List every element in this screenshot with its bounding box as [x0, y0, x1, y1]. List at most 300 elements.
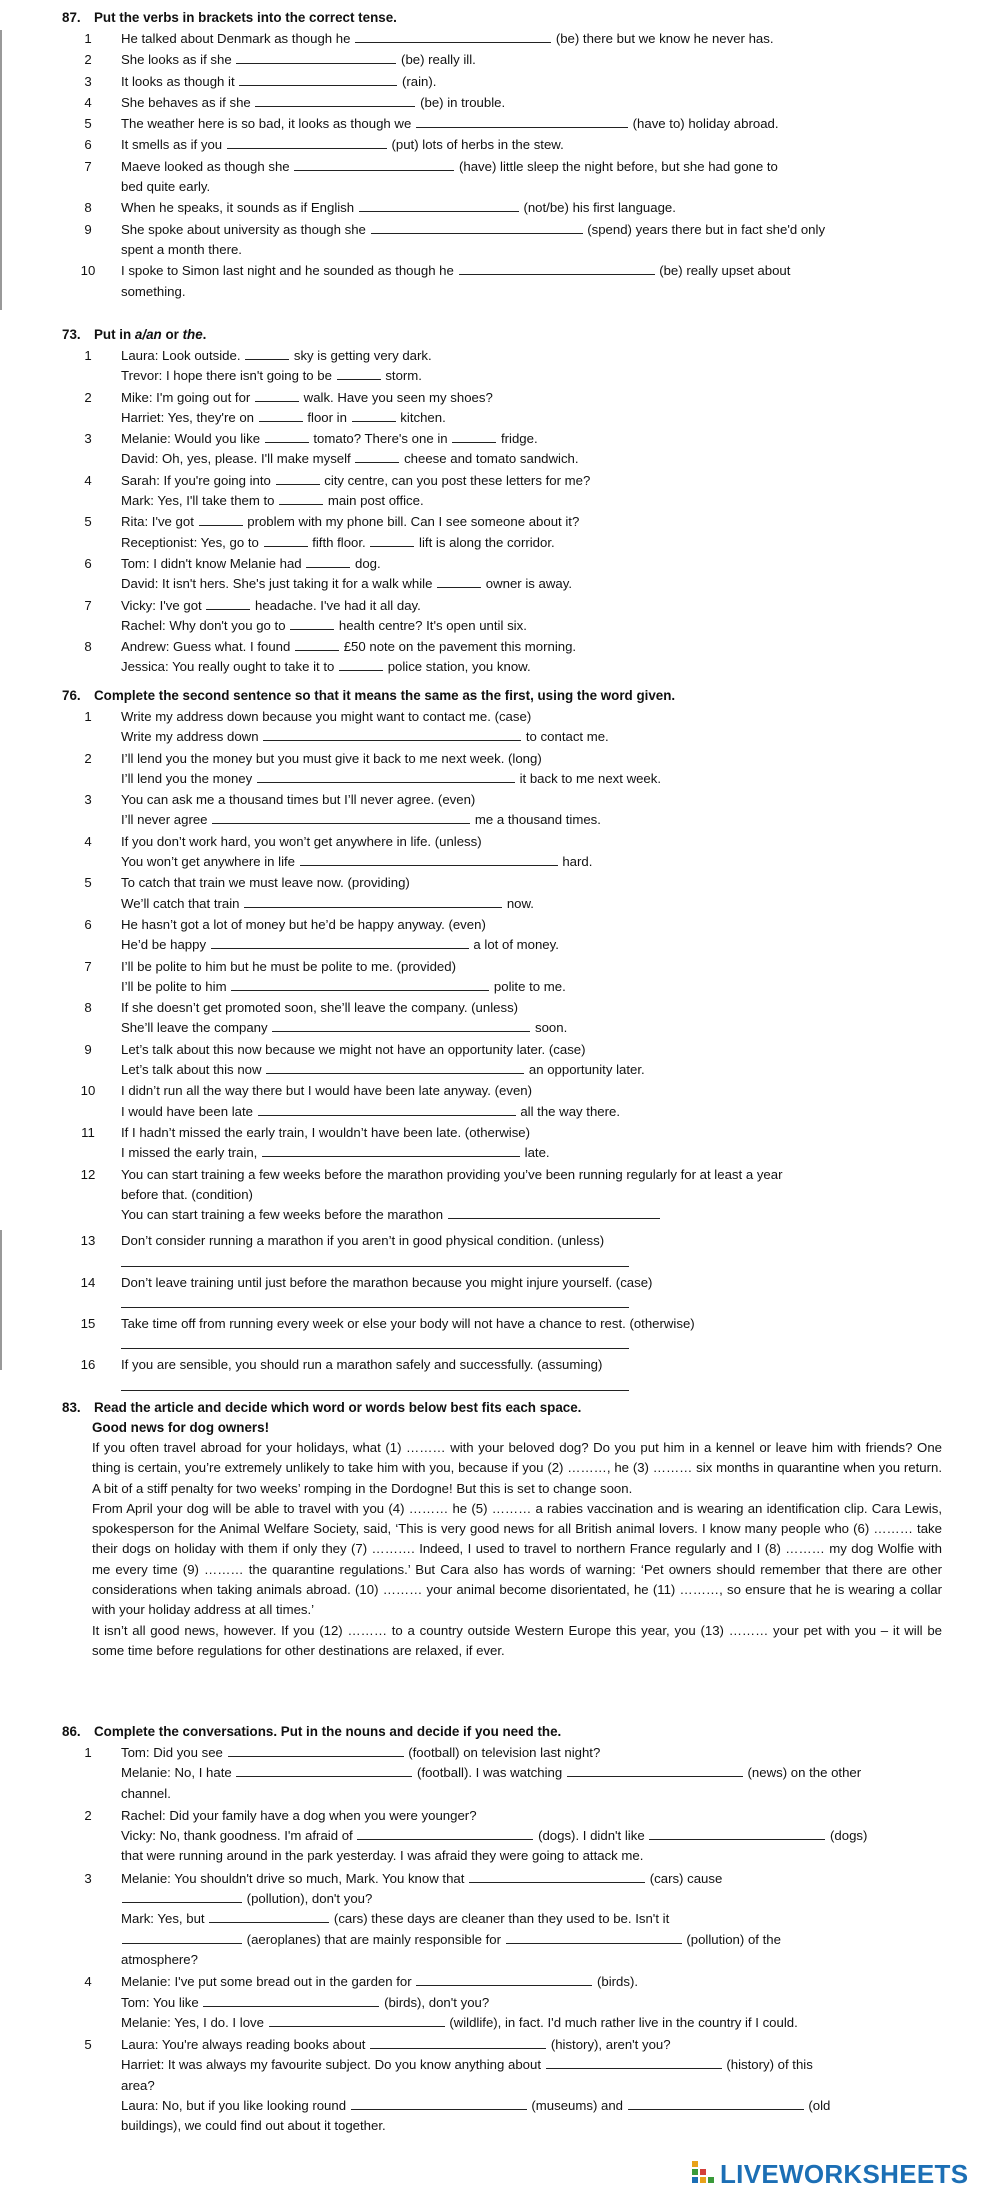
- dialogue-text: sky is getting very dark.: [293, 348, 432, 363]
- dialogue-line: [121, 1889, 946, 1909]
- exercise-item: [0, 1040, 1000, 1081]
- item-number: 4: [84, 833, 92, 849]
- item-number: 15: [80, 1316, 96, 1332]
- exercise-87: [0, 8, 1000, 302]
- dialogue-text: £50 note on the pavement this morning.: [343, 639, 577, 655]
- dialogue-text: lift is along the corridor.: [419, 534, 555, 550]
- answer-blank[interactable]: [290, 618, 334, 630]
- answer-blank[interactable]: [199, 514, 243, 526]
- answer-blank[interactable]: [269, 2015, 445, 2027]
- answer-blank[interactable]: [264, 535, 308, 547]
- item-text: It smells as if you: [121, 137, 223, 153]
- sentence-text: I missed the early train,: [121, 1145, 258, 1161]
- target-sentence: [121, 1205, 946, 1225]
- answer-blank[interactable]: [245, 348, 289, 360]
- sentence-text: now.: [506, 895, 534, 911]
- answer-blank[interactable]: [567, 1765, 743, 1777]
- dialogue-line: [121, 429, 946, 449]
- answer-blank[interactable]: [122, 1932, 242, 1944]
- dialogue-text: Melanie: No, I hate: [121, 1765, 232, 1781]
- item-text: (have to) holiday abroad.: [632, 116, 779, 132]
- answer-blank[interactable]: [231, 979, 489, 991]
- dialogue-text: buildings), we could find out about it together.: [121, 2118, 386, 2134]
- exercise-item: [0, 388, 1000, 429]
- dialogue-text: Laura: Look outside.: [121, 348, 241, 363]
- dialogue-text: (birds).: [596, 1974, 638, 1990]
- sentence-text: late.: [524, 1145, 550, 1161]
- article-paragraph: If you often travel abroad for your holidays, what (1) ……… with your beloved dog? Do you put him in a kennel or leave him with friends? One thing is certain, you’re extremely unlikely to take him with you, because if you (2) ………, he (3) ……… six months in quarantine when you return. A bit of a stiff penalty for two weeks’ romping in the Dordogne! But this is set to change soon.: [92, 1440, 942, 1496]
- dialogue-text: Tom: You like: [121, 1994, 199, 2010]
- answer-blank[interactable]: [239, 74, 397, 86]
- exercise-number: 87.: [62, 10, 81, 25]
- answer-blank[interactable]: [370, 535, 414, 547]
- dialogue-line: [121, 2116, 946, 2136]
- exercise-number: 83.: [62, 1400, 81, 1415]
- sentence-text: all the way there.: [520, 1103, 621, 1119]
- liveworksheets-logo-icon: [692, 2159, 716, 2189]
- exercise-item: [0, 157, 1000, 198]
- item-text: When he speaks, it sounds as if English: [121, 200, 355, 216]
- dialogue-text: dog.: [355, 555, 381, 571]
- answer-blank[interactable]: [459, 263, 655, 275]
- item-text: spent a month there.: [121, 241, 242, 257]
- item-text: (be) really ill.: [401, 52, 476, 68]
- dialogue-text: Harriet: Yes, they're on: [121, 409, 255, 425]
- answer-blank[interactable]: [276, 473, 320, 485]
- sentence-text: hard.: [562, 854, 593, 870]
- answer-blank[interactable]: [255, 95, 415, 107]
- answer-blank[interactable]: [258, 1104, 516, 1116]
- item-number: 13: [80, 1233, 96, 1249]
- answer-blank[interactable]: [337, 368, 381, 380]
- answer-blank[interactable]: [121, 1334, 629, 1349]
- exercise-item: [0, 29, 1000, 49]
- sentence-text: Write my address down because you might want to contact me. (case): [121, 709, 532, 724]
- answer-blank[interactable]: [351, 2098, 527, 2110]
- dialogue-text: Laura: You're always reading books about: [121, 2037, 366, 2053]
- item-number: 3: [84, 1870, 92, 1886]
- dialogue-text: Vicky: I've got: [121, 597, 202, 613]
- source-sentence: [121, 998, 946, 1018]
- item-number: 7: [84, 158, 92, 174]
- exercise-item: [0, 1972, 1000, 2033]
- item-number: 14: [80, 1274, 96, 1290]
- answer-blank[interactable]: [469, 1871, 645, 1883]
- item-text: It looks as though it: [121, 73, 235, 89]
- sentence-text: before that. (condition): [121, 1186, 253, 1202]
- sentence-text: Let’s talk about this now: [121, 1062, 262, 1078]
- sentence-text: Write my address down: [121, 729, 259, 745]
- item-text: (be) there but we know he never has.: [555, 31, 774, 46]
- dialogue-line: [121, 2076, 946, 2096]
- target-sentence: [121, 769, 946, 789]
- dialogue-text: owner is away.: [485, 576, 573, 592]
- answer-blank[interactable]: [121, 1252, 629, 1267]
- dialogue-text: Rachel: Why don't you go to: [121, 617, 286, 633]
- exercise-item: [0, 50, 1000, 70]
- item-number: 6: [84, 555, 92, 571]
- item-line: [121, 177, 946, 197]
- exercise-item: [0, 72, 1000, 92]
- answer-blank[interactable]: [355, 451, 399, 463]
- target-sentence: [121, 1376, 946, 1391]
- item-line: [121, 261, 946, 281]
- exercise-heading: [0, 1722, 1000, 1742]
- item-number: 8: [84, 639, 92, 655]
- item-number: 4: [84, 1974, 92, 1990]
- exercise-item: [0, 790, 1000, 831]
- dialogue-text: floor in: [307, 409, 347, 425]
- answer-blank[interactable]: [649, 1828, 825, 1840]
- dialogue-line: [121, 512, 946, 532]
- answer-blank[interactable]: [203, 1995, 379, 2007]
- dialogue-text: (birds), don't you?: [384, 1994, 490, 2010]
- item-line: [121, 29, 946, 49]
- item-number: 1: [84, 31, 92, 46]
- target-sentence: [121, 1143, 946, 1163]
- exercise-instruction: Complete the conversations. Put in the nouns and decide if you need the.: [94, 1724, 562, 1739]
- source-sentence: [121, 790, 946, 810]
- source-sentence: [121, 1231, 946, 1251]
- item-number: 2: [84, 52, 92, 68]
- answer-blank[interactable]: [259, 410, 303, 422]
- answer-blank[interactable]: [265, 431, 309, 443]
- item-number: 7: [84, 958, 92, 974]
- answer-blank[interactable]: [266, 1062, 524, 1074]
- answer-blank[interactable]: [371, 222, 583, 234]
- target-sentence: [121, 935, 946, 955]
- answer-blank[interactable]: [262, 1145, 520, 1157]
- sentence-text: We’ll catch that train: [121, 895, 240, 911]
- item-number: 5: [84, 116, 92, 132]
- answer-blank[interactable]: [244, 896, 502, 908]
- item-text: She behaves as if she: [121, 94, 251, 110]
- answer-blank[interactable]: [227, 137, 387, 149]
- exercise-76: [0, 686, 1000, 1397]
- exercise-item: [0, 637, 1000, 678]
- dialogue-text: Mike: I'm going out for: [121, 389, 251, 405]
- answer-blank[interactable]: [437, 576, 481, 588]
- dialogue-line: [121, 2035, 946, 2055]
- exercise-item: [0, 707, 1000, 748]
- item-text: The weather here is so bad, it looks as though we: [121, 116, 412, 132]
- sentence-text: Don’t leave training until just before the marathon because you might injure yourself. (case): [121, 1274, 653, 1290]
- exercise-instruction: Complete the second sentence so that it means the same as the first, using the word given.: [94, 688, 676, 703]
- answer-blank[interactable]: [452, 431, 496, 443]
- target-sentence: [121, 1334, 946, 1349]
- item-number: 10: [80, 263, 96, 279]
- dialogue-line: [121, 2096, 946, 2116]
- dialogue-text: problem with my phone bill. Can I see someone about it?: [247, 514, 580, 530]
- sentence-text: If you don’t work hard, you won’t get anywhere in life. (unless): [121, 833, 482, 849]
- dialogue-text: (history), aren't you?: [550, 2037, 671, 2053]
- answer-blank[interactable]: [257, 771, 515, 783]
- dialogue-line: [121, 637, 946, 657]
- answer-blank[interactable]: [448, 1207, 660, 1219]
- exercise-item: [0, 1231, 1000, 1266]
- item-number: 3: [84, 431, 92, 447]
- exercise-item: [0, 261, 1000, 302]
- exercise-item: [0, 1355, 1000, 1390]
- answer-blank[interactable]: [546, 2057, 722, 2069]
- dialogue-text: (cars) these days are cleaner than they used to be. Isn't it: [333, 1911, 670, 1927]
- exercise-heading: [0, 686, 1000, 706]
- exercise-item: [0, 114, 1000, 134]
- exercise-item: [0, 93, 1000, 113]
- answer-blank[interactable]: [236, 1765, 412, 1777]
- source-sentence: [121, 749, 946, 769]
- answer-blank[interactable]: [236, 52, 396, 64]
- item-text: (rain).: [401, 73, 437, 89]
- answer-blank[interactable]: [279, 493, 323, 505]
- sentence-text: to contact me.: [525, 729, 609, 745]
- item-line: [121, 220, 946, 240]
- dialogue-line: [121, 408, 946, 428]
- sentence-text: Let’s talk about this now because we might not have an opportunity later. (case): [121, 1041, 586, 1057]
- exercise-item: [0, 596, 1000, 637]
- exercise-item: [0, 135, 1000, 155]
- target-sentence: [121, 1293, 946, 1308]
- dialogue-text: main post office.: [327, 493, 424, 509]
- item-number: 4: [84, 472, 92, 488]
- item-number: 9: [84, 1041, 92, 1057]
- item-number: 3: [84, 792, 92, 808]
- exercise-item: [0, 1869, 1000, 1970]
- exercise-heading: [0, 8, 1000, 28]
- dialogue-text: Rita: I've got: [121, 514, 194, 530]
- exercise-item: [0, 1273, 1000, 1308]
- sentence-text: I’ll be polite to him but he must be polite to me. (provided): [121, 958, 456, 974]
- answer-blank[interactable]: [121, 1376, 629, 1391]
- exercise-instruction: Put the verbs in brackets into the correct tense.: [94, 10, 397, 25]
- item-number: 10: [80, 1083, 96, 1099]
- dialogue-line: [121, 2013, 946, 2033]
- exercise-heading: [0, 1398, 1000, 1418]
- dialogue-text: Harriet: It was always my favourite subject. Do you know anything about: [121, 2057, 541, 2073]
- dialogue-text: (football). I was watching: [417, 1765, 563, 1781]
- item-number: 2: [84, 750, 92, 766]
- item-line: [121, 50, 946, 70]
- dialogue-text: area?: [121, 2077, 155, 2093]
- item-number: 1: [84, 1745, 92, 1760]
- answer-blank[interactable]: [272, 1020, 530, 1032]
- answer-blank[interactable]: [506, 1932, 682, 1944]
- item-number: 1: [84, 709, 92, 724]
- exercise-heading: [0, 325, 1000, 345]
- item-number: 8: [84, 1000, 92, 1016]
- dialogue-line: [121, 1826, 946, 1846]
- dialogue-text: tomato? There's one in: [313, 431, 448, 447]
- dialogue-text: (pollution), don't you?: [246, 1891, 373, 1907]
- dialogue-text: (news) on the other: [747, 1765, 862, 1781]
- answer-blank[interactable]: [209, 1911, 329, 1923]
- dialogue-text: (aeroplanes) that are mainly responsible for: [246, 1931, 502, 1947]
- exercise-instruction: Read the article and decide which word or words below best fits each space.: [94, 1400, 582, 1415]
- item-number: 2: [84, 1807, 92, 1823]
- dialogue-text: Melanie: Would you like: [121, 431, 261, 447]
- dialogue-text: (old: [808, 2098, 831, 2114]
- item-number: 2: [84, 389, 92, 405]
- dialogue-text: (cars) cause: [649, 1870, 723, 1886]
- item-text: (be) really upset about: [659, 263, 791, 279]
- dialogue-text: Jessica: You really ought to take it to: [121, 659, 335, 675]
- item-text: (put) lots of herbs in the stew.: [391, 137, 564, 153]
- item-text: (not/be) his first language.: [523, 200, 676, 216]
- answer-blank[interactable]: [228, 1745, 404, 1757]
- exercise-item: [0, 1806, 1000, 1867]
- dialogue-text: Trevor: I hope there isn't going to be: [121, 368, 332, 384]
- dialogue-text: (dogs). I didn't like: [538, 1828, 645, 1844]
- answer-blank[interactable]: [306, 556, 350, 568]
- liveworksheets-logo: [692, 2158, 992, 2190]
- sentence-text: You can ask me a thousand times but I’ll never agree. (even): [121, 792, 476, 808]
- answer-blank[interactable]: [359, 200, 519, 212]
- dialogue-line: [121, 1950, 946, 1970]
- source-sentence: [121, 1123, 946, 1143]
- dialogue-text: Vicky: No, thank goodness. I'm afraid of: [121, 1828, 353, 1844]
- dialogue-text: Tom: Did you see: [121, 1745, 223, 1760]
- item-number: 6: [84, 916, 92, 932]
- exercise-item: [0, 471, 1000, 512]
- dialogue-text: city centre, can you post these letters for me?: [324, 472, 591, 488]
- dialogue-line: [121, 1869, 946, 1889]
- sentence-text: I’ll be polite to him: [121, 978, 227, 994]
- sentence-text: You won’t get anywhere in life: [121, 854, 295, 870]
- dialogue-text: cheese and tomato sandwich.: [404, 451, 579, 467]
- answer-blank[interactable]: [255, 390, 299, 402]
- item-text: (have) little sleep the night before, but she had gone to: [458, 158, 778, 174]
- answer-blank[interactable]: [357, 1828, 533, 1840]
- dialogue-line: [121, 2055, 946, 2075]
- dialogue-line: [121, 554, 946, 574]
- dialogue-text: David: Oh, yes, please. I'll make myself: [121, 451, 351, 467]
- item-number: 7: [84, 597, 92, 613]
- dialogue-text: that were running around in the park yesterday. I was afraid they were going to attack me.: [121, 1848, 644, 1864]
- answer-blank[interactable]: [206, 598, 250, 610]
- item-text: He talked about Denmark as though he: [121, 31, 351, 46]
- source-sentence: [121, 1185, 946, 1205]
- sentence-text: She’ll leave the company: [121, 1020, 268, 1036]
- dialogue-line: [121, 574, 946, 594]
- answer-blank[interactable]: [352, 410, 396, 422]
- answer-blank[interactable]: [339, 659, 383, 671]
- exercise-item: [0, 957, 1000, 998]
- sentence-text: I’ll never agree: [121, 812, 208, 828]
- dialogue-text: channel.: [121, 1785, 171, 1801]
- exercise-item: [0, 873, 1000, 914]
- sentence-text: If I hadn’t missed the early train, I wouldn’t have been late. (otherwise): [121, 1124, 531, 1140]
- exercise-instruction: Put in a/an or the.: [94, 327, 207, 342]
- answer-blank[interactable]: [121, 1293, 629, 1308]
- answer-blank[interactable]: [211, 937, 469, 949]
- item-number: 4: [84, 94, 92, 110]
- dialogue-line: [121, 616, 946, 636]
- source-sentence: [121, 1165, 946, 1185]
- sentence-text: To catch that train we must leave now. (providing): [121, 875, 410, 891]
- item-number: 8: [84, 200, 92, 216]
- sentence-text: I would have been late: [121, 1103, 253, 1119]
- dialogue-line: [121, 533, 946, 553]
- exercise-item: [0, 512, 1000, 553]
- item-number: 11: [81, 1124, 95, 1140]
- exercise-item: [0, 915, 1000, 956]
- exercise-item: [0, 346, 1000, 387]
- source-sentence: [121, 1355, 946, 1375]
- answer-blank[interactable]: [294, 159, 454, 171]
- dialogue-line: [121, 1806, 946, 1826]
- sentence-text: He’d be happy: [121, 937, 207, 953]
- item-number: 1: [84, 348, 92, 363]
- answer-blank[interactable]: [212, 812, 470, 824]
- article-title: Good news for dog owners!: [92, 1420, 270, 1435]
- item-number: 3: [84, 73, 92, 89]
- sentence-text: He hasn’t got a lot of money but he’d be happy anyway. (even): [121, 916, 486, 932]
- exercise-item: [0, 429, 1000, 470]
- target-sentence: [121, 727, 946, 747]
- item-text: something.: [121, 283, 186, 299]
- sentence-text: Don’t consider running a marathon if you aren’t in good physical condition. (unless): [121, 1233, 605, 1249]
- sentence-text: a lot of money.: [473, 937, 559, 953]
- dialogue-line: [121, 471, 946, 491]
- dialogue-text: (pollution) of the: [686, 1931, 781, 1947]
- dialogue-text: police station, you know.: [387, 659, 531, 675]
- exercise-item: [0, 220, 1000, 261]
- logo-text: LIVEWORKSHEETS: [720, 2159, 969, 2189]
- dialogue-text: Tom: I didn't know Melanie had: [121, 555, 302, 571]
- item-number: 5: [84, 2037, 92, 2053]
- item-line: [121, 135, 946, 155]
- dialogue-text: health centre? It's open until six.: [338, 617, 527, 633]
- answer-blank[interactable]: [370, 2037, 546, 2049]
- item-line: [121, 72, 946, 92]
- item-line: [121, 198, 946, 218]
- target-sentence: [121, 852, 946, 872]
- answer-blank[interactable]: [416, 1974, 592, 1986]
- dialogue-line: [121, 449, 946, 469]
- answer-blank[interactable]: [300, 854, 558, 866]
- source-sentence: [121, 832, 946, 852]
- dialogue-text: (museums) and: [531, 2098, 624, 2114]
- target-sentence: [121, 1252, 946, 1267]
- answer-blank[interactable]: [628, 2098, 804, 2110]
- answer-blank[interactable]: [263, 729, 521, 741]
- dialogue-text: storm.: [385, 368, 422, 384]
- source-sentence: [121, 1040, 946, 1060]
- answer-blank[interactable]: [295, 639, 339, 651]
- sentence-text: You can start training a few weeks before the marathon providing you’ve been running regularly for at least a year: [121, 1166, 783, 1182]
- dialogue-text: kitchen.: [400, 409, 446, 425]
- exercise-item: [0, 749, 1000, 790]
- exercise-item: [0, 1165, 1000, 1226]
- answer-blank[interactable]: [416, 116, 628, 128]
- exercise-83: [0, 1398, 1000, 1661]
- dialogue-line: [121, 1993, 946, 2013]
- item-text: She looks as if she: [121, 52, 232, 68]
- answer-blank[interactable]: [355, 31, 551, 43]
- article-paragraph: From April your dog will be able to travel with you (4) ……… he (5) ……… a rabies vaccination and is wearing an identification clip. Cara Lewis, spokesperson for the Animal Welfare Society, said, ‘This is very good news for all British animal lovers. I know many people who (6) ……… take their dogs on holiday with them if only they (7) ………. Indeed, I used to travel to northern France regularly and I (8) ……… my dog Wolfie with me every time (9) ……… the quarantine regulations.’ But Cara also has words of warning: ‘Pet owners should remember that there are other considerations when taking animals abroad. (10) ……… your animal become disorientated, he (11) ………, so ensure that he is wearing a collar with your holiday address at all times.’: [92, 1500, 942, 1618]
- dialogue-text: (wildlife), in fact. I'd much rather live in the country if I could.: [449, 2014, 798, 2030]
- exercise-number: 76.: [62, 688, 81, 703]
- answer-blank[interactable]: [122, 1891, 242, 1903]
- sentence-text: polite to me.: [493, 978, 566, 994]
- dialogue-line: [121, 1972, 946, 1992]
- exercise-number: 86.: [62, 1724, 81, 1739]
- exercise-item: [0, 554, 1000, 595]
- source-sentence: [121, 957, 946, 977]
- sentence-text: it back to me next week.: [519, 770, 662, 786]
- source-sentence: [121, 1314, 946, 1334]
- source-sentence: [121, 707, 946, 727]
